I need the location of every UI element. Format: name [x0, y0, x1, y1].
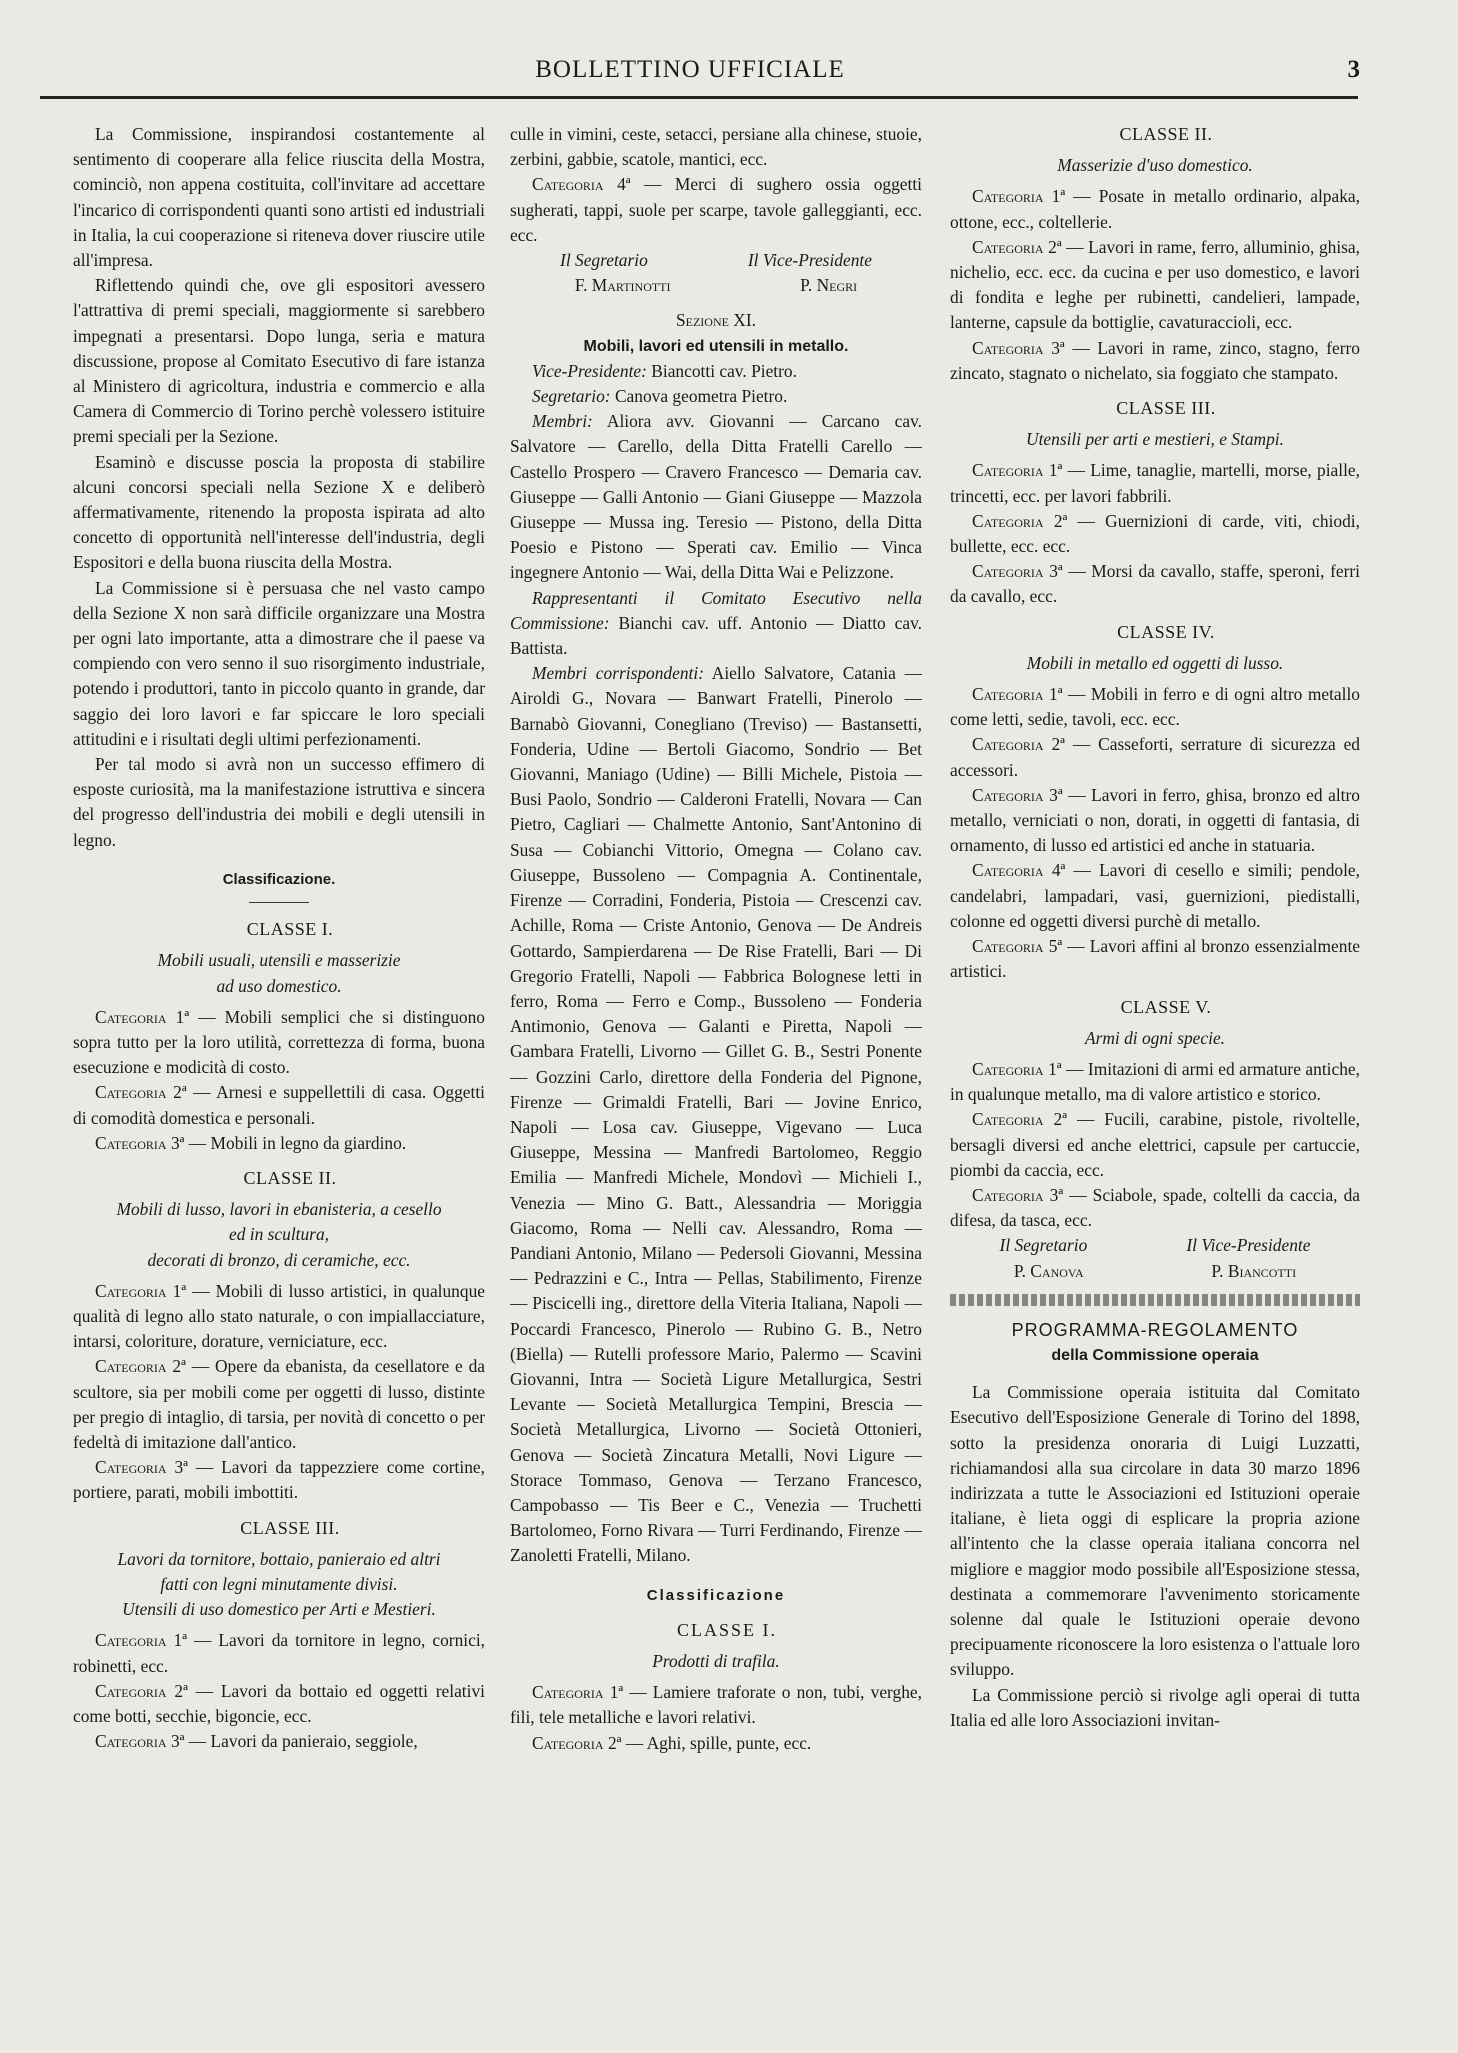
category-entry	[73, 1729, 485, 1754]
category-entry	[510, 172, 922, 248]
category-label: Categoria 1ª	[972, 460, 1063, 481]
class-subtitle: fatti con legni minutamente divisi.	[160, 1573, 398, 1594]
category-text: — Casseforti, serrature di sicurezza ed accessori.	[950, 734, 1361, 780]
category-entry	[73, 1679, 485, 1729]
section-heading: Classificazione	[646, 1586, 786, 1604]
category-text: — Lavori da tappezziere come cortine, portiere, parati, mobili imbottiti.	[73, 1457, 485, 1503]
category-label: Categoria 1ª	[95, 1006, 190, 1027]
category-entry	[950, 1107, 1360, 1183]
article-subtitle: della Commissione operaia	[1051, 1346, 1259, 1364]
signature-roles	[510, 248, 922, 273]
class-subtitle: Utensili per arti e mestieri, e Stampi.	[1026, 429, 1284, 450]
class-title: CLASSE V.	[1120, 996, 1212, 1017]
class-subtitle: Prodotti di trafila.	[652, 1650, 780, 1671]
role-value: Aliora avv. Giovanni — Carcano cav. Salvatore — Carello, della Ditta Fratelli Carello — Castello Prospero — Cravero Francesco — Demaria cav. Giuseppe — Galli Antonio — Giani Giuseppe — Mazzola Giuseppe — Mussa ing. Teresio — Pistono, della Ditta Poesio e Pistono — Sperati cav. Emilio — Vinca ingegnere Antonio — Wai, della Ditta Wai e Pelizzone.	[510, 411, 922, 583]
signature-role: Il Vice-Presidente	[1186, 1235, 1311, 1256]
category-entry	[73, 1131, 485, 1156]
category-entry	[950, 235, 1360, 336]
signature-roles	[950, 1233, 1360, 1258]
role-label: Membri:	[532, 411, 593, 432]
category-label: Categoria 2ª	[95, 1680, 188, 1701]
category-entry	[950, 732, 1360, 782]
category-entry	[73, 1455, 485, 1505]
paragraph: La Commissione operaia istituita dal Comitato Esecutivo dell'Esposizione Generale di Torino del 1898, sotto la presidenza onoraria di Luigi Luzzatti, richiamandosi alla sua circolare in data 30 marzo 1896 indirizzata a tutte le Associazioni ed Istituzioni operaie italiane, è lieta oggi di esplicare la propria azione all'intento che la classe operaia italiana concorra nel migliore e maggior modo possibile all'Esposizione stessa, destinata a commemorare l'avvenimento storicamente solenne dal quale le Istituzioni operaie devono precipuamente riconoscere la loro esistenza o l'attuale loro sviluppo.	[950, 1382, 1360, 1680]
role-label: Segretario:	[532, 386, 611, 407]
category-text: — Lamiere traforate o non, tubi, verghe, fili, tele metalliche e lavori relativi.	[510, 1682, 922, 1728]
staff-entry	[510, 384, 922, 409]
class-subtitle: ed in scultura,	[229, 1224, 329, 1245]
category-text: — Mobili semplici che si distinguono sopra tutto per la loro utilità, correttezza di forma, buona esecuzione e modicità di costo.	[73, 1006, 485, 1078]
paragraph: Esaminò e discusse poscia la proposta di stabilire alcuni concorsi speciali nella Sezione X e deliberò affermativamente, ritenendo la proposta ispirata ad alto concetto di opportunità nell'interesse dell'industria, degli Espositori e della buona riuscita della Mostra.	[73, 451, 485, 573]
category-label: Categoria 3ª	[95, 1731, 185, 1752]
category-label: Categoria 3ª	[972, 1184, 1064, 1205]
category-label: Categoria 3ª	[972, 561, 1063, 582]
category-label: Categoria 4ª	[532, 174, 631, 195]
category-text: — Fucili, carabine, pistole, rivoltelle, bersagli diversi ed anche elettrici, capsule per cartuccie, piombi da caccia, ecc.	[950, 1109, 1360, 1180]
category-text: — Posate in metallo ordinario, alpaka, ottone, ecc., coltellerie.	[950, 186, 1360, 232]
page-number: 3	[1347, 56, 1360, 83]
category-label: Categoria 2ª	[532, 1732, 622, 1753]
role-value: Biancotti cav. Pietro.	[651, 360, 797, 381]
class-subtitle: decorati di bronzo, di ceramiche, ecc.	[147, 1249, 411, 1270]
role-value: Canova geometra Pietro.	[614, 386, 788, 407]
signature-role: Il Segretario	[560, 250, 648, 271]
class-subtitle: Mobili in metallo ed oggetti di lusso.	[1026, 652, 1284, 673]
category-entry	[950, 336, 1360, 386]
section-heading: Classificazione.	[222, 870, 336, 888]
class-subtitle: Masserizie d'uso domestico.	[1057, 155, 1253, 176]
paragraph: La Commissione, inspirandosi costantemente al sentimento di cooperare alla felice riuscita della Mostra, cominciò, non appena costituita, coll'invitare ad accettare l'incarico di corrispondenti quanti sono artisti ed industriali in Italia, la cui cooperazione si riteneva dover riuscire utile all'impresa.	[73, 124, 485, 271]
category-text: — Lavori da bottaio ed oggetti relativi come botti, secchie, bigoncie, ecc.	[73, 1680, 485, 1726]
role-value: Bianchi cav. uff. Antonio — Diatto cav. Battista.	[510, 612, 922, 659]
class-title: CLASSE I.	[246, 919, 334, 940]
category-text: — Arnesi e suppellettili di casa. Oggetti di comodità domestica e personali.	[73, 1082, 485, 1128]
section-title: Mobili, lavori ed utensili in metallo.	[583, 337, 849, 355]
class-subtitle: Lavori da tornitore, bottaio, panieraio ed altri	[117, 1548, 441, 1569]
category-entry	[950, 858, 1360, 934]
category-text: — Imitazioni di armi ed armature antiche, in qualunque metallo, ma di valore artistico e storico.	[950, 1058, 1360, 1105]
category-label: Categoria 1ª	[972, 684, 1063, 705]
class-title: CLASSE I.	[676, 1619, 777, 1640]
category-entry	[950, 682, 1360, 732]
class-title: CLASSE II.	[243, 1167, 337, 1188]
class-subtitle: ad uso domestico.	[216, 975, 342, 996]
category-text: — Lavori in rame, ferro, alluminio, ghisa, nichelio, ecc. ecc. da cucina e per uso domestico, e lavori di fondita e leghe per rubinetti, candelieri, lampade, lanterne, capsule da bottiglie, cavaturaccioli, ecc.	[950, 236, 1360, 333]
role-label: Vice-Presidente:	[532, 360, 647, 381]
category-label: Categoria 2ª	[972, 734, 1065, 755]
paragraph: La Commissione perciò si rivolge agli operai di tutta Italia ed alle loro Associazioni invitan-	[950, 1684, 1360, 1730]
category-entry	[950, 184, 1360, 234]
category-entry	[73, 1354, 485, 1455]
category-text: — Mobili di lusso artistici, in qualunque qualità di legno allo stato naturale, o con impiallacciature, intarsi, coloriture, dorature, verniciature, ecc.	[73, 1280, 485, 1352]
category-entry	[73, 1628, 485, 1678]
category-label: Categoria 1ª	[532, 1682, 624, 1703]
article-title: PROGRAMMA-REGOLAMENTO	[1011, 1319, 1299, 1340]
class-subtitle: Mobili di lusso, lavori in ebanisteria, a cesello	[116, 1199, 442, 1220]
section-label: Sezione XI.	[675, 310, 757, 331]
signature-role: Il Vice-Presidente	[747, 250, 872, 271]
column-3	[950, 122, 1360, 1733]
class-title: CLASSE IV.	[1117, 621, 1215, 642]
divider	[249, 902, 309, 903]
staff-entry	[510, 661, 922, 1568]
category-label: Categoria 2ª	[972, 510, 1068, 531]
class-title: CLASSE II.	[1119, 124, 1213, 144]
category-label: Categoria 3ª	[972, 337, 1065, 358]
category-entry	[73, 1080, 485, 1130]
category-text: — Lavori affini al bronzo essenzialmente artistici.	[950, 936, 1360, 982]
category-entry	[950, 458, 1360, 508]
category-label: Categoria 2ª	[95, 1356, 186, 1377]
category-label: Categoria 3ª	[95, 1132, 185, 1153]
category-entry	[510, 1680, 922, 1730]
header-rule	[40, 96, 1358, 99]
category-entry	[950, 559, 1360, 609]
category-label: Categoria 1ª	[972, 186, 1066, 207]
staff-entry	[510, 359, 922, 384]
column-1	[73, 122, 485, 1754]
paragraph: Per tal modo si avrà non un successo effimero di esposte curiosità, ma la manifestazione istruttiva e sincera del progresso dell'industria dei mobili e degli utensili in legno.	[73, 754, 485, 850]
category-text: — Opere da ebanista, da cesellatore e da scultore, sia per mobili come per oggetti di lusso, distinte per pregio di intaglio, di tarsia, per novità di concetto o per fedeltà di imitazione dall'antico.	[73, 1356, 486, 1452]
staff-entry	[510, 586, 922, 662]
category-text: — Lavori da panieraio, seggiole,	[188, 1731, 418, 1752]
category-label: Categoria 3ª	[95, 1457, 188, 1478]
category-text: — Aghi, spille, punte, ecc.	[625, 1732, 812, 1753]
category-label: Categoria 4ª	[972, 860, 1066, 881]
role-label: Rappresentanti il Comitato Esecutivo nella Commissione:	[510, 587, 922, 633]
category-label: Categoria 1ª	[972, 1058, 1062, 1079]
signature-name: P. Canova	[1013, 1260, 1084, 1281]
category-entry	[950, 509, 1360, 559]
signature-names	[950, 1259, 1360, 1284]
category-label: Categoria 2ª	[95, 1082, 187, 1103]
category-label: Categoria 3ª	[972, 784, 1063, 805]
page-header	[40, 56, 1360, 96]
category-entry	[510, 1731, 922, 1756]
column-2	[510, 122, 922, 1756]
category-label: Categoria 1ª	[95, 1630, 188, 1651]
staff-entry	[510, 409, 922, 585]
publication-title: BOLLETTINO UFFICIALE	[535, 56, 845, 83]
paragraph: culle in vimini, ceste, setacci, persiane alla chinese, stuoie, zerbini, gabbie, scatole, mantici, ecc.	[510, 124, 922, 170]
category-entry	[950, 783, 1360, 859]
category-label: Categoria 2ª	[972, 236, 1062, 257]
paragraph: La Commissione si è persuasa che nel vasto campo della Sezione X non sarà difficile organizzare una Mostra per ogni lato importante, atta a dimostrare che il paese va compiendo con vero senno il suo risorgimento industriale, potendo i produttori, tanto in piccolo quanto in grande, dar saggio dei loro lavori e far spiccare le loro speciali attitudini e i risultati degli ultimi perfezionamenti.	[73, 577, 485, 749]
category-text: — Lime, tanaglie, martelli, morse, pialle, trincetti, ecc. per lavori fabbrili.	[950, 460, 1360, 506]
category-entry	[950, 1057, 1360, 1107]
paragraph: Riflettendo quindi che, ove gli espositori avessero l'attrattiva di premi speciali, maggiormente si sarebbero impegnati a presentarsi. Dopo lunga, seria e matura discussione, propose al Comitato Esecutivo di fare istanza al Ministero di agricoltura, industria e commercio e alla Camera di Commercio di Torino perchè volessero istituire premi speciali per la Sezione.	[73, 275, 485, 447]
category-label: Categoria 2ª	[972, 1109, 1068, 1130]
category-entry	[73, 1005, 485, 1081]
category-entry	[950, 934, 1360, 984]
role-value: Aiello Salvatore, Catania — Airoldi G., Novara — Banwart Fratelli, Pinerolo — Barnabò Giovanni, Conegliano (Treviso) — Bastansetti, Fonderia, Udine — Bertoli Giacomo, Sondrio — Bet Giovanni, Maniago (Udine) — Billi Michele, Pistoia — Busi Paolo, Sondrio — Calderoni Fratelli, Novara — Can Pietro, Cagliari — Chalmette Antonio, Sant'Antonino di Susa — Cobianchi Vittorio, Omegna — Colano cav. Giuseppe, Bussoleno — Compagnia A. Continentale, Firenze — Corradini, Fonderia, Pistoia — Crescenzi cav. Achille, Roma — Criste Antonio, Genova — De Andreis Gottardo, Sampierdarena — De Rise Fratelli, Bari — Di Gregorio Fratelli, Napoli — Fabbrica Bolognese letti in ferro, Roma — Ferro e Comp., Bussoleno — Fonderia Antimonio, Genova — Galanti e Piretta, Napoli — Gambara Fratelli, Livorno — Gillet G. B., Sestri Ponente — Gozzini Carlo, direttore della Fonderia del Pignone, Firenze — Grimaldi Fratelli, Bari — Jovine Enrico, Napoli — Losa cav. Giuseppe, Vigevano — Luca Giuseppe, Messina — Manfredi Bartolomeo, Reggio Emilia — Manfredi Michele, Mondovì — Michieli I., Venezia — Mino G. Batt., Alessandria — Moriggia Giacomo, Roma — Nelli cav. Alessandro, Roma — Pandiani Antonio, Milano — Pedersoli Giovanni, Messina — Pedrazzini e C., Intra — Pellas, Stabilimento, Firenze — Piscicelli ing., direttore della Viteria Italiana, Napoli — Poccardi Francesco, Pinerolo — Rubino G. B., Netro (Biella) — Rutelli professore Mario, Palermo — Scavini Giovanni, Intra — Società Ligure Metallurgica, Sestri Levante — Società Metallurgica Tempini, Brescia — Società Metallurgica, Livorno — Società Ottonieri, Genova — Società Zincatura Metalli, Novi Ligure — Storace Tommaso, Genova — Terzano Francesco, Campobasso — Tis Beer e C., Venezia — Truchetti Bartolomeo, Forno Rivara — Turri Ferdinando, Firenze — Zanoletti Fratelli, Milano.	[510, 663, 922, 1566]
class-subtitle: Mobili usuali, utensili e masserizie	[157, 950, 401, 971]
signature-name: P. Negri	[800, 275, 858, 296]
category-entry	[950, 1183, 1360, 1233]
category-text: — Mobili in ferro e di ogni altro metallo come letti, sedie, tavoli, ecc. ecc.	[950, 684, 1360, 730]
category-label: Categoria 1ª	[95, 1280, 187, 1301]
signature-name: F. Martinotti	[574, 275, 671, 296]
category-text: — Lavori da tornitore in legno, cornici, robinetti, ecc.	[73, 1630, 485, 1676]
class-title: CLASSE III.	[240, 1517, 340, 1538]
category-text: — Morsi da cavallo, staffe, speroni, ferri da cavallo, ecc.	[950, 561, 1360, 607]
signature-role: Il Segretario	[999, 1235, 1088, 1256]
role-label: Membri corrispondenti:	[532, 663, 704, 684]
category-text: — Merci di sughero ossia oggetti sugherati, tappi, suole per scarpe, tavole galleggianti, ecc. ecc.	[510, 174, 922, 245]
category-text: — Lavori in ferro, ghisa, bronzo ed altro metallo, verniciati o non, dorati, in oggetti di fantasia, di ornamento, di lusso ed artistici ed anche in statuaria.	[950, 784, 1360, 856]
category-text: — Mobili in legno da giardino.	[188, 1132, 407, 1153]
signature-names	[510, 273, 922, 298]
category-text: — Lavori di cesello e simili; pendole, candelabri, lampadari, vasi, guernizioni, piedistalli, colonne ed oggetti diversi purchè di metallo.	[950, 860, 1360, 931]
category-label: Categoria 5ª	[972, 936, 1063, 957]
class-title: CLASSE III.	[1116, 398, 1216, 419]
category-text: — Sciabole, spade, coltelli da caccia, da difesa, da tasca, ecc.	[950, 1184, 1361, 1231]
signature-name: P. Biancotti	[1211, 1260, 1297, 1281]
category-text: — Lavori in rame, zinco, stagno, ferro zincato, stagnato o nichelato, sia foggiato che stampato.	[950, 337, 1360, 383]
class-subtitle: Armi di ogni specie.	[1084, 1027, 1226, 1048]
category-text: — Guernizioni di carde, viti, chiodi, bullette, ecc. ecc.	[950, 510, 1360, 557]
ornamental-divider	[950, 1294, 1360, 1306]
class-subtitle: Utensili di uso domestico per Arti e Mestieri.	[122, 1599, 436, 1620]
category-entry	[73, 1279, 485, 1355]
